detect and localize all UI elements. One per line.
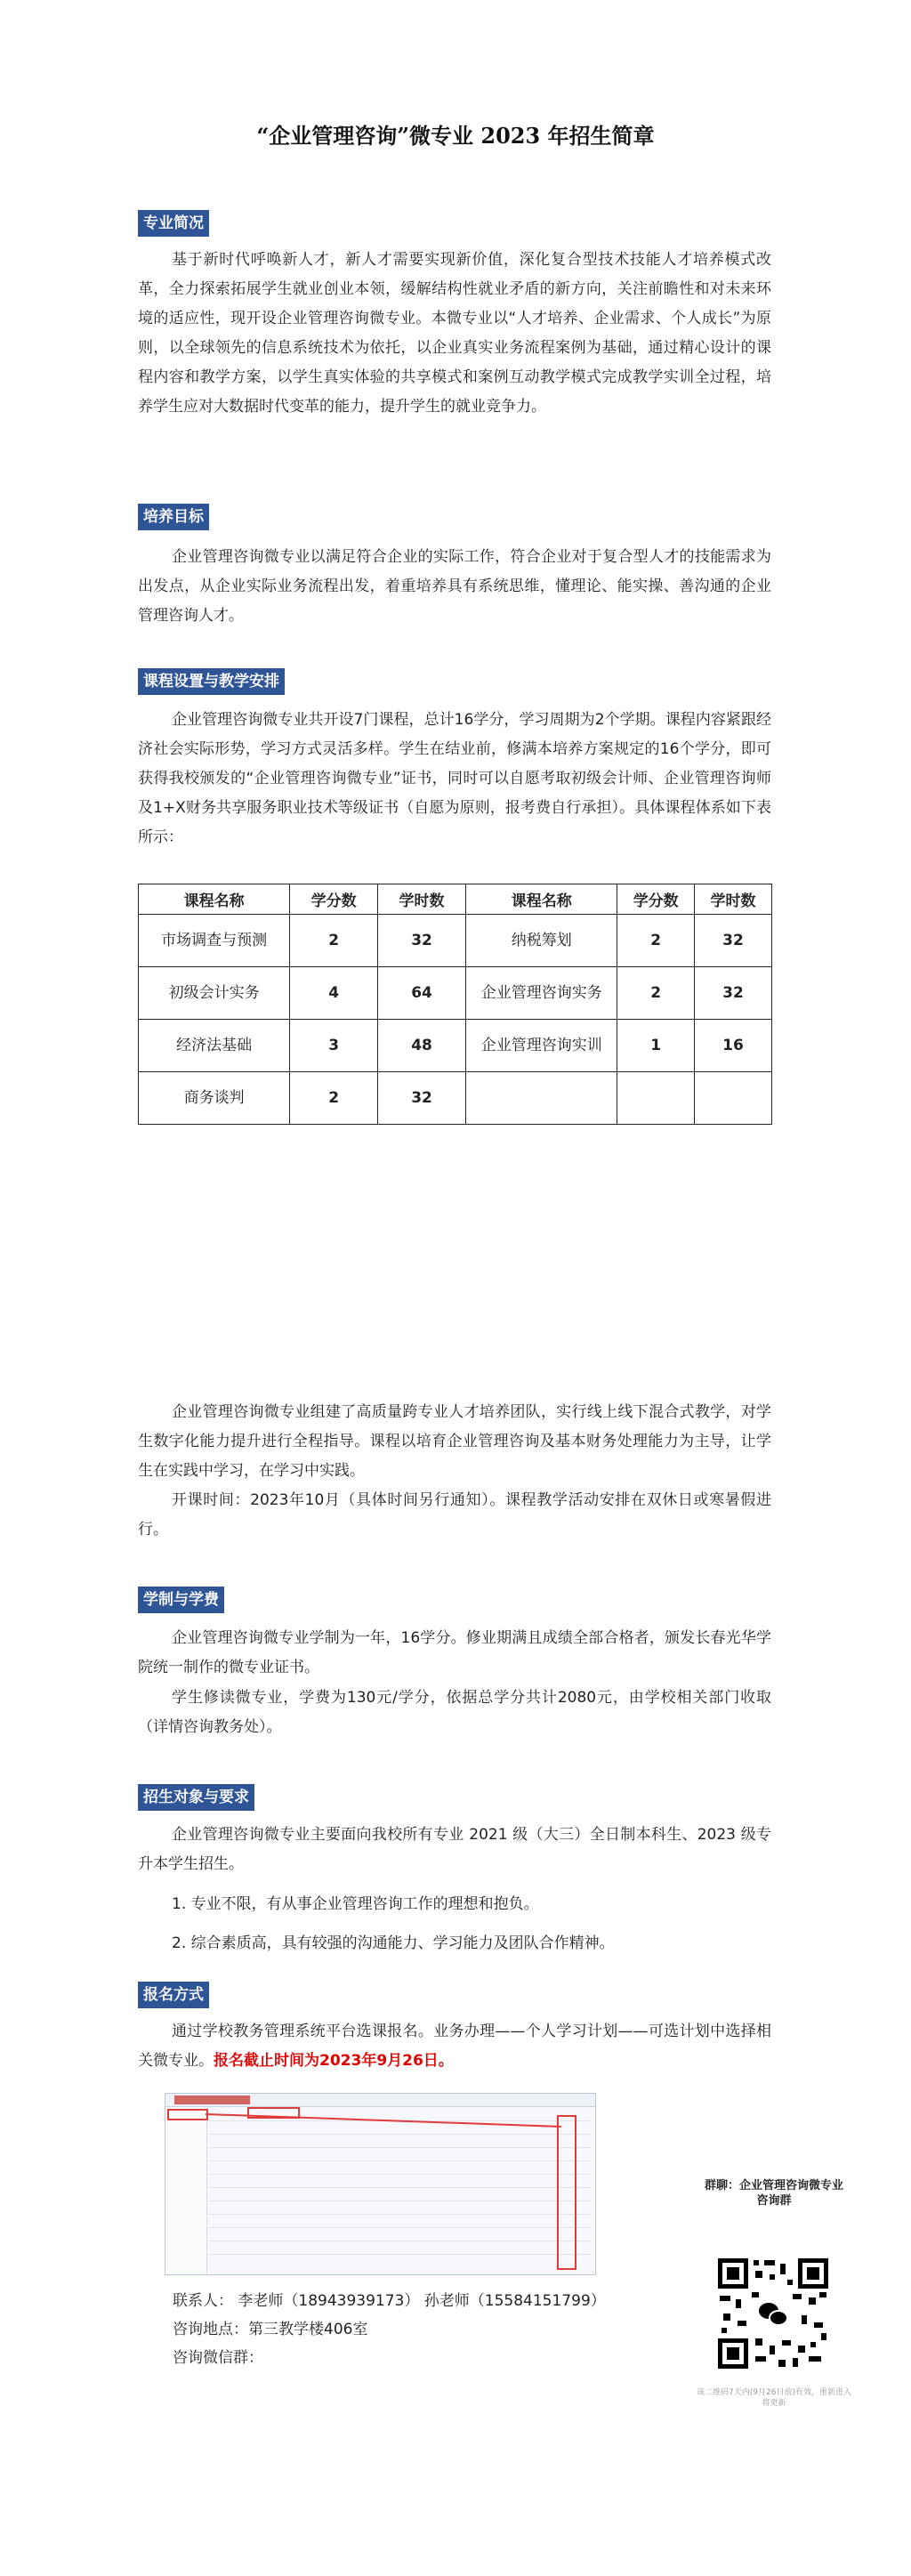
course-table — [138, 884, 772, 1125]
courses-paragraph: 企业管理咨询微专业共开设7门课程，总计16学分，学习周期为2个学期。课程内容紧跟经济社会实际形势，学习方式灵活多样。学生在结业前，修满本培养方案规定的16个学分，即可获得我校颁发的“企业管理咨询微专业”证书，同时可以自愿考取初级会计师、企业管理咨询师及1+X财务共享服务职业技术等级证书（自愿为原则，报考费自行承担）。具体课程体系如下表所示： — [138, 711, 771, 846]
table-cell: 3 — [290, 1020, 378, 1072]
contact-people: 联系人： 李老师（18943939173） 孙老师（15584151799） — [173, 2292, 606, 2310]
table-cell: 经济法基础 — [139, 1020, 290, 1072]
table-cell: 商务谈判 — [139, 1072, 290, 1125]
table-cell: 2 — [290, 1072, 378, 1125]
section-heading-signup: 报名方式 — [138, 1982, 209, 2008]
table-cell: 初级会计实务 — [139, 967, 290, 1020]
qr-caption-block — [703, 2178, 845, 2209]
table-row — [139, 1072, 772, 1125]
requirement-item-1: 1. 专业不限，有从事企业管理咨询工作的理想和抱负。 — [172, 1895, 539, 1913]
table-cell: 48 — [377, 1020, 465, 1072]
table-header: 课程名称 — [466, 884, 617, 915]
qr-code-icon — [716, 2257, 830, 2370]
table-cell: 1 — [617, 1020, 695, 1072]
tuition-paragraph: 学生修读微专业，学费为130元/学分，依据总学分共计2080元，由学校相关部门收取（详情咨询教务处）。 — [138, 1689, 771, 1736]
table-cell: 32 — [694, 915, 771, 967]
table-cell: 纳税筹划 — [466, 915, 617, 967]
table-header: 学分数 — [617, 884, 695, 915]
signup-text: 通过学校教务管理系统平台选课报名。业务办理——个人学习计划——可选计划中选择相关微专业。 — [138, 2023, 771, 2070]
signup-paragraph — [138, 2017, 771, 2076]
contact-wechat: 咨询微信群： — [173, 2349, 263, 2367]
contact-location: 咨询地点：第三教学楼406室 — [173, 2321, 368, 2338]
table-header: 学时数 — [377, 884, 465, 915]
section-heading-goal: 培养目标 — [138, 504, 209, 530]
table-row — [139, 1020, 772, 1072]
section-heading-courses: 课程设置与教学安排 — [138, 668, 285, 695]
start-time-paragraph: 开课时间：2023年10月（具体时间另行通知）。课程教学活动安排在双休日或寒暑假进行。 — [138, 1491, 771, 1538]
page-title: “企业管理咨询”微专业 2023 年招生简章 — [256, 123, 655, 149]
intro-paragraph: 基于新时代呼唤新人才，新人才需要实现新价值，深化复合型技术技能人才培养模式改革，全力探索拓展学生就业创业本领，缓解结构性就业矛盾的新方向，关注前瞻性和对未来环境的适应性，现开设企业管理咨询微专业。本微专业以“人才培养、企业需求、个人成长”为原则，以全球领先的信息系统技术为依托，以企业真实业务流程案例为基础，通过精心设计的课程内容和教学方案，以学生真实体验的共享模式和案例互动教学模式完成教学实训全过程，培养学生应对大数据时代变革的能力，提升学生的就业竞争力。 — [138, 251, 771, 416]
table-cell — [617, 1072, 695, 1125]
table-row — [139, 915, 772, 967]
school-logo — [174, 2096, 250, 2104]
table-header: 课程名称 — [139, 884, 290, 915]
table-cell: 32 — [377, 1072, 465, 1125]
table-cell: 企业管理咨询实务 — [466, 967, 617, 1020]
highlight-box — [167, 2109, 208, 2120]
table-cell — [694, 1072, 771, 1125]
table-cell — [466, 1072, 617, 1125]
table-cell: 32 — [377, 915, 465, 967]
requirement-item-2: 2. 综合素质高，具有较强的沟通能力、学习能力及团队合作精神。 — [172, 1934, 615, 1952]
highlight-box — [557, 2115, 576, 2270]
table-cell: 32 — [694, 967, 771, 1020]
table-header: 学时数 — [694, 884, 771, 915]
table-cell: 2 — [290, 915, 378, 967]
table-cell: 企业管理咨询实训 — [466, 1020, 617, 1072]
section-heading-fees: 学制与学费 — [138, 1587, 224, 1613]
system-screenshot — [165, 2093, 596, 2275]
table-cell: 2 — [617, 915, 695, 967]
table-header: 学分数 — [290, 884, 378, 915]
qr-caption: 群聊：企业管理咨询微专业咨询群 — [704, 2179, 843, 2208]
table-cell: 市场调查与预测 — [139, 915, 290, 967]
section-heading-target: 招生对象与要求 — [138, 1784, 254, 1811]
goal-paragraph: 企业管理咨询微专业以满足符合企业的实际工作，符合企业对于复合型人才的技能需求为出发点，从企业实际业务流程出发，着重培养具有系统思维，懂理论、能实操、善沟通的企业管理咨询人才。 — [138, 548, 771, 625]
team-paragraph: 企业管理咨询微专业组建了高质量跨专业人才培养团队，实行线上线下混合式教学，对学生数字化能力提升进行全程指导。课程以培育企业管理咨询及基本财务处理能力为主导，让学生在实践中学习，在学习中实践。 — [138, 1403, 771, 1480]
table-cell: 16 — [694, 1020, 771, 1072]
duration-paragraph: 企业管理咨询微专业学制为一年，16学分。修业期满且成绩全部合格者，颁发长春光华学院统一制作的微专业证书。 — [138, 1629, 771, 1676]
screenshot-sidebar — [165, 2107, 207, 2274]
qr-note: 该二维码7天内(9月26日前)有效，重新进入将更新 — [697, 2388, 851, 2408]
target-paragraph: 企业管理咨询微专业主要面向我校所有专业 2021 级（大三）全日制本科生、2023 级专升本学生招生。 — [138, 1826, 771, 1873]
signup-deadline: 报名截止时间为2023年9月26日。 — [214, 2052, 454, 2070]
table-cell: 64 — [377, 967, 465, 1020]
table-cell: 2 — [617, 967, 695, 1020]
table-cell: 4 — [290, 967, 378, 1020]
table-header-row — [139, 884, 772, 915]
table-row — [139, 967, 772, 1020]
section-heading-intro: 专业简况 — [138, 210, 209, 237]
